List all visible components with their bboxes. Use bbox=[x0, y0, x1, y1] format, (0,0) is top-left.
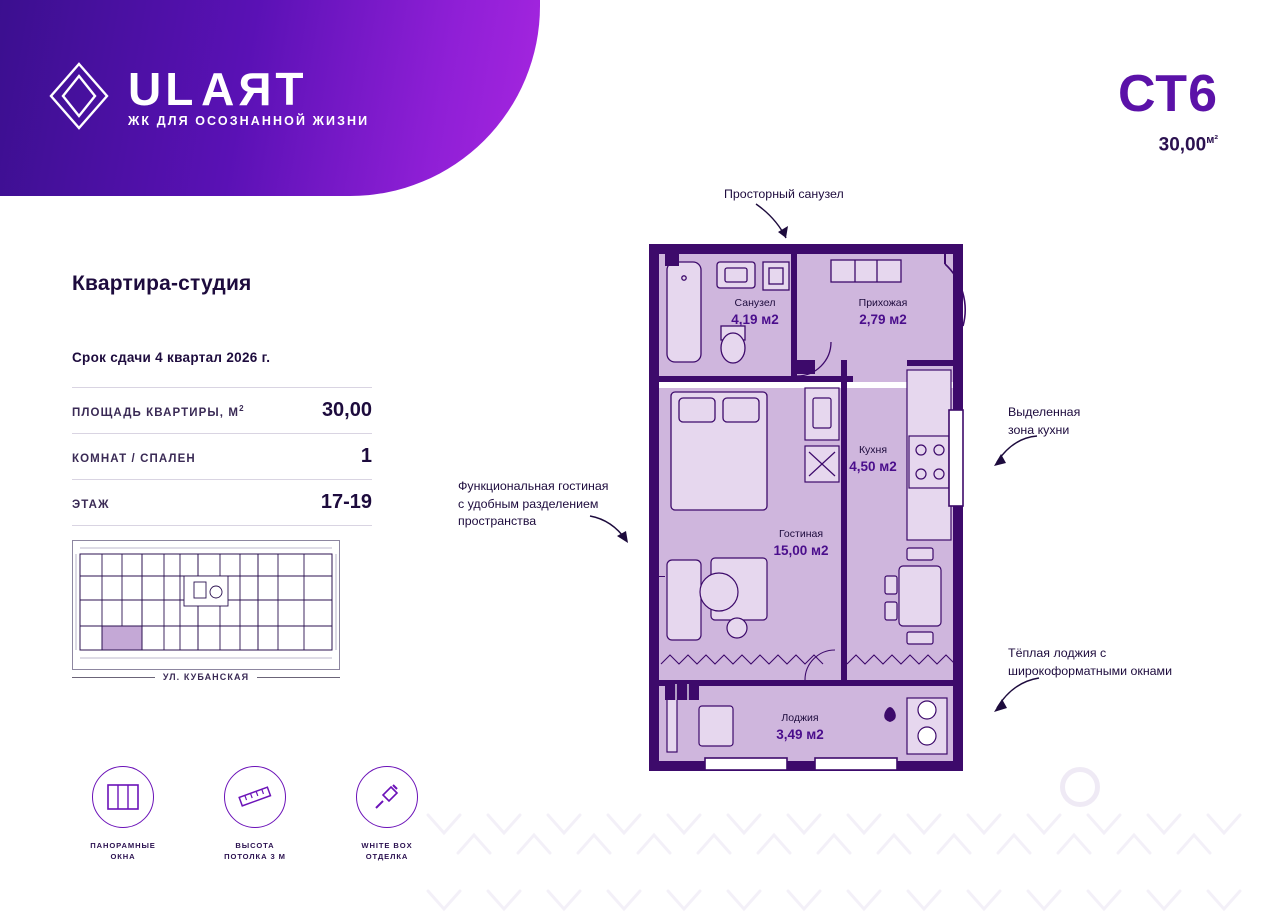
site-watermark bbox=[1060, 767, 1100, 807]
watermark-ring-icon bbox=[1060, 767, 1100, 807]
street-name: УЛ. КУБАНСКАЯ bbox=[162, 672, 250, 682]
plan-area-value: 30,00 bbox=[1158, 134, 1207, 156]
room-label-area: 4,19 м2 bbox=[731, 312, 779, 327]
room-label-name: Лоджия bbox=[781, 712, 819, 724]
diamond-logo-icon bbox=[48, 62, 110, 130]
street-label-row bbox=[72, 672, 340, 682]
street-rule-left bbox=[72, 677, 155, 678]
room-label-area: 2,79 м2 bbox=[859, 312, 907, 327]
street-rule-right bbox=[257, 677, 340, 678]
apartment-floor-plan bbox=[645, 240, 967, 775]
callout-arrow-kitchen bbox=[985, 430, 1041, 476]
brand-wordmark bbox=[128, 63, 369, 115]
callout-living: Функциональная гостиная с удобным разделением пространства bbox=[458, 479, 609, 529]
spec-label: ПЛОЩАДЬ КВАРТИРЫ, $М^2$ bbox=[72, 404, 245, 419]
spec-label: КОМНАТ / СПАЛЕН bbox=[72, 453, 196, 465]
spec-table bbox=[72, 387, 372, 526]
spec-label: ЭТАЖ bbox=[72, 499, 110, 511]
plan-code-block bbox=[1118, 65, 1218, 156]
spec-value: 1 bbox=[360, 445, 372, 467]
feature-caption: WHITE BOX ОТДЕЛКА bbox=[361, 841, 413, 861]
deadline-text: Срок сдачи 4 квартал 2026 г. bbox=[72, 350, 271, 365]
plan-area-unit: м² bbox=[1206, 134, 1218, 146]
floor-key-plan bbox=[72, 540, 340, 710]
callout-loggia: Тёплая лоджия с широкоформатными окнами bbox=[1008, 646, 1173, 678]
room-label-name: Санузел bbox=[734, 297, 776, 309]
feature-caption: ПАНОРАМНЫЕ ОКНА bbox=[90, 841, 156, 861]
callout-kitchen: Выделенная зона кухни bbox=[1008, 405, 1081, 437]
room-label-name: Кухня bbox=[858, 444, 888, 456]
room-label-area: 15,00 м2 bbox=[773, 543, 829, 558]
floor-plan-drawing bbox=[645, 240, 967, 775]
room-label-area: 3,49 м2 bbox=[776, 727, 824, 742]
callout-arrow-bathroom bbox=[752, 200, 802, 248]
brand-word-left: UL bbox=[128, 63, 198, 115]
room-label-name: Гостиная bbox=[778, 528, 824, 540]
room-label-name: Прихожая bbox=[858, 297, 908, 309]
ruler-icon bbox=[224, 766, 286, 828]
page-title: Квартира-студия bbox=[72, 272, 252, 295]
spec-row bbox=[72, 480, 372, 526]
feature-list bbox=[80, 766, 430, 862]
spec-row bbox=[72, 387, 372, 434]
brand-logo-group bbox=[48, 62, 369, 130]
brand-tagline: ЖК ДЛЯ ОСОЗНАННОЙ ЖИЗНИ bbox=[128, 114, 370, 128]
apartment-info bbox=[72, 272, 372, 526]
feature-item bbox=[80, 766, 166, 862]
callout-bathroom: Просторный санузел bbox=[724, 187, 844, 201]
feature-item bbox=[212, 766, 298, 862]
room-label-area: 4,50 м2 bbox=[849, 459, 897, 474]
spec-value: 30,00 bbox=[321, 399, 372, 421]
brand-word-right: TRA bbox=[197, 63, 304, 115]
callout-arrow-loggia bbox=[985, 672, 1043, 722]
spec-row bbox=[72, 434, 372, 480]
window-icon bbox=[92, 766, 154, 828]
plan-code-value: СТ6 bbox=[1118, 65, 1218, 123]
key-plan-drawing bbox=[72, 540, 340, 670]
spec-value: 17-19 bbox=[320, 491, 372, 513]
feature-caption: ВЫСОТА ПОТОЛКА 3 М bbox=[224, 841, 286, 861]
callout-arrow-living bbox=[588, 510, 634, 552]
